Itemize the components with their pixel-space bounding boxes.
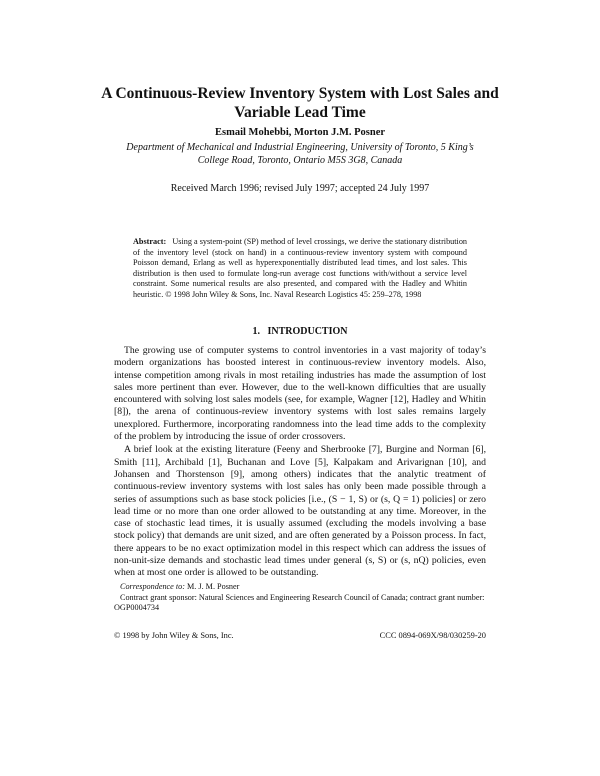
grant-info: Contract grant sponsor: Natural Sciences and Engineering Research Council of Canada; contract grant number: OGP0004734 [114,592,485,613]
correspondence-label: Correspondence to: [120,582,185,591]
correspondence [114,582,486,593]
paragraph: A brief look at the existing literature (Feeny and Sherbrooke [7], Burgine and Norman [6], Smith [11], Archibald [1], Buchanan and Love [5], Kalpakam and Arivarignan [10], and Johansen and Thorstenson [9], among others) indicates that the analytic treatment of continuous-review inventory systems with lost sales has only been made possible through a series of assumptions such as base stock policies [i.e., (S − 1, S) or (s, Q = 1) policies] or zero lead time or no more than one order allowed to be outstanding at any time. Moreover, in the case of stochastic lead times, it is usually assumed (excluding the models involving a base stock policy) that demands are unit sized, and are often generated by a Poisson process. In fact, there appears to be no exact optimization model in this respect which can address the issues of non-unit-size demands and stochastic lead times under general (s, S) or (s, nQ) policies, even when at most one order is allowed to be outstanding. [114,444,486,579]
title-line-2: Variable Lead Time [234,104,366,121]
copyright: © 1998 by John Wiley & Sons, Inc. [114,631,234,640]
body-text [114,345,486,580]
paper-title [0,84,600,122]
received-dates: Received March 1996; revised July 1997; accepted 24 July 1997 [170,183,430,194]
footnotes [114,582,486,614]
abstract-label: Abstract: [133,237,167,246]
abstract-text: Using a system-point (SP) method of level crossings, we derive the stationary distribution of the inventory level (stock on hand) in a continuous-review inventory system with compound Poisson demand, Erlang as well as hyperexponentially distributed lead times, and lost sales. This distribution is then used to formulate long-run average cost functions with/without a service level constraint. Some numerical results are also presented, and compared with the Hadley and Whitin heuristic. © 1998 John Wiley & Sons, Inc. Naval Research Logistics 45: 259–278, 1998 [133,237,468,299]
affiliation-line-1: Department of Mechanical and Industrial Engineering, University of Toronto, 5 King’s [126,142,474,153]
correspondence-name: M. J. M. Posner [187,582,240,591]
title-line-1: A Continuous-Review Inventory System with Lost Sales and [101,85,499,102]
authors: Esmail Mohebbi, Morton J.M. Posner [214,127,386,138]
affiliation-line-2: College Road, Toronto, Ontario M5S 3G8, Canada [197,155,403,166]
section-heading: 1. INTRODUCTION [252,326,348,337]
affiliation [100,141,500,167]
ccc-code: CCC 0894-069X/98/030259-20 [379,631,486,640]
paragraph: The growing use of computer systems to control inventories in a vast majority of today’s modern organizations has boosted interest in continuous-review inventory models. Also, intense competition among rivals in most retailing industries has made the assumption of lost sales more pertinent than ever. However, due to the well-known difficulties that are usually encountered with solving lost sales models (see, for example, Wagner [12], Hadley and Whitin [8]), the arena of continuous-review inventory systems with lost sales remains largely unexplored. Furthermore, incorporating randomness into the lead time adds to the complexity of the problem by introducing the issue of order crossovers. [114,345,486,443]
abstract [133,237,467,301]
